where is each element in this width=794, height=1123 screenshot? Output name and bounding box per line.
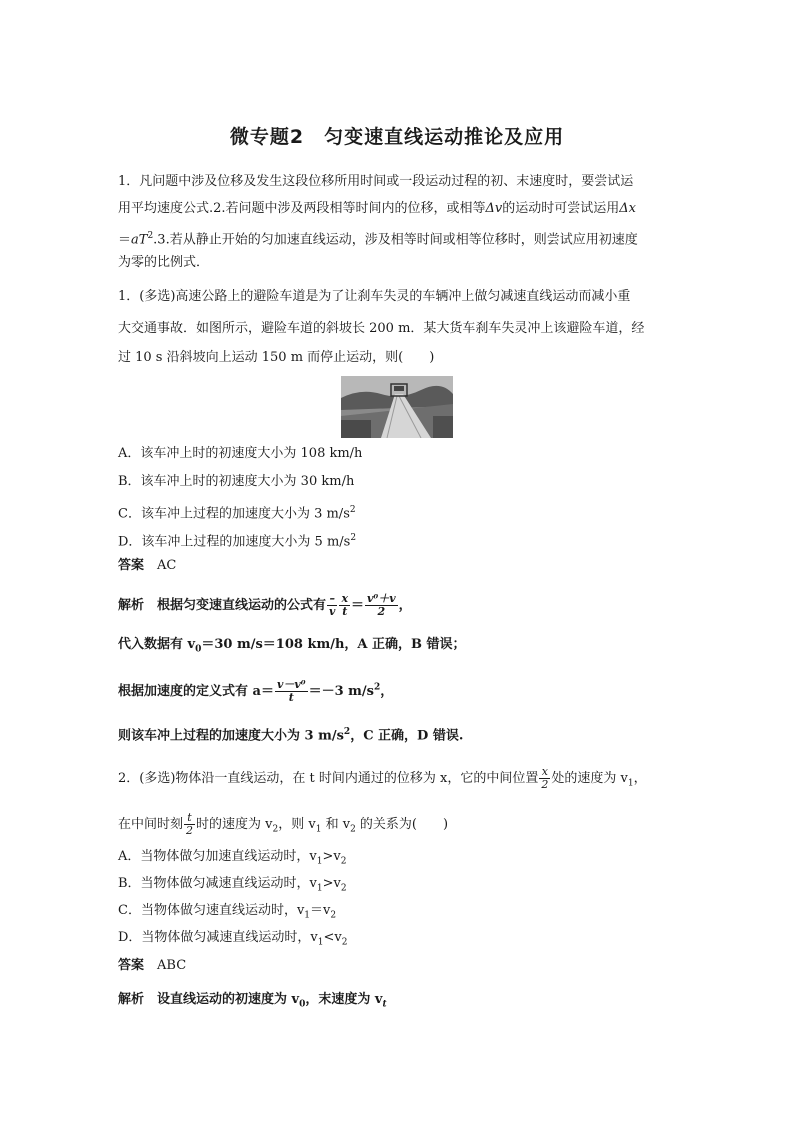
q2-answer: 答案 ABC	[118, 958, 187, 973]
q2-line-1: 2．(多选)物体沿一直线运动，在 t 时间内通过的位移为 x，它的中间位置 $\frac{x}{2}$ 处的速度为 $v_1$，	[118, 765, 647, 791]
page-title: 微专题2 匀变速直线运动推论及应用	[229, 126, 565, 148]
q2-option-b: B．当物体做匀减速直线运动时，$v_1>v_2$	[118, 876, 347, 894]
escape-lane-photo	[341, 376, 453, 438]
q1-option-a: A．该车冲上时的初速度大小为 108 km/h	[118, 446, 363, 461]
q2-option-d: D．当物体做匀减速直线运动时，$v_1<v_2$	[118, 930, 348, 948]
q1-answer: 答案 AC	[118, 558, 177, 573]
q1-analysis-line-4: 则该车冲上过程的加速度大小为 3 $m/s^2$，C 正确，D 错误.	[118, 727, 464, 744]
q1-analysis-line-3: 根据加速度的定义式有 a＝ $\frac{\text{v－v⁰}}{t}$ ＝－3 $m/s^2$，	[118, 678, 394, 704]
q1-option-d: D．该车冲上过程的加速度大小为 5 $m/s^2$	[118, 533, 357, 550]
q2-option-c: C．当物体做匀速直线运动时，$v_1=v_2$	[118, 903, 337, 921]
intro-line-2: 用平均速度公式.2.若问题中涉及两段相等时间内的位移，或相等Δv的运动时可尝试运用Δx	[118, 201, 637, 216]
q1-line-2: 大交通事故．如图所示，避险车道的斜坡长 200 m．某大货车刹车失灵冲上该避险车道，经	[118, 321, 645, 336]
intro-line-1: 1．凡问题中涉及位移及发生这段位移所用时间或一段运动过程的初、末速度时，要尝试运	[118, 174, 634, 189]
intro-line-3: $=aT^2.3$.若从静止开始的匀加速直线运动，涉及相等时间或相等位移时，则尝试应用初速度	[118, 231, 638, 248]
intro-line-4: 为零的比例式．	[118, 255, 210, 270]
q1-option-b: B．该车冲上时的初速度大小为 30 km/h	[118, 474, 355, 489]
q2-analysis-line-1: 解析 设直线运动的初速度为 $v_0$，末速度为 $v_t$	[118, 992, 387, 1010]
q1-option-c: C．该车冲上过程的加速度大小为 3 $m/s^2$	[118, 505, 356, 522]
q1-line-3: 过 10 s 沿斜坡向上运动 150 m 而停止运动，则( )	[118, 350, 435, 365]
q1-analysis-line-2: 代入数据有 $v_0=30$ m/s＝108 km/h，A 正确，B 错误；	[118, 637, 466, 655]
q2-line-2: 在中间时刻 $\frac{t}{2}$ 时的速度为 $v_2$，则 $v_1$ 和 $v_2$ 的关系为( )	[118, 811, 449, 837]
q1-line-1: 1．(多选)高速公路上的避险车道是为了让刹车失灵的车辆冲上做匀减速直线运动而减小重	[118, 289, 631, 304]
q1-analysis-line-1: 解析 根据匀变速直线运动的公式有 $\frac{-}{v}$ $\frac{x}{t}$ ＝ $\frac{\text{v⁰＋v}}{2}$ ，	[118, 592, 412, 618]
q2-option-a: A．当物体做匀加速直线运动时，$v_1>v_2$	[118, 849, 347, 867]
